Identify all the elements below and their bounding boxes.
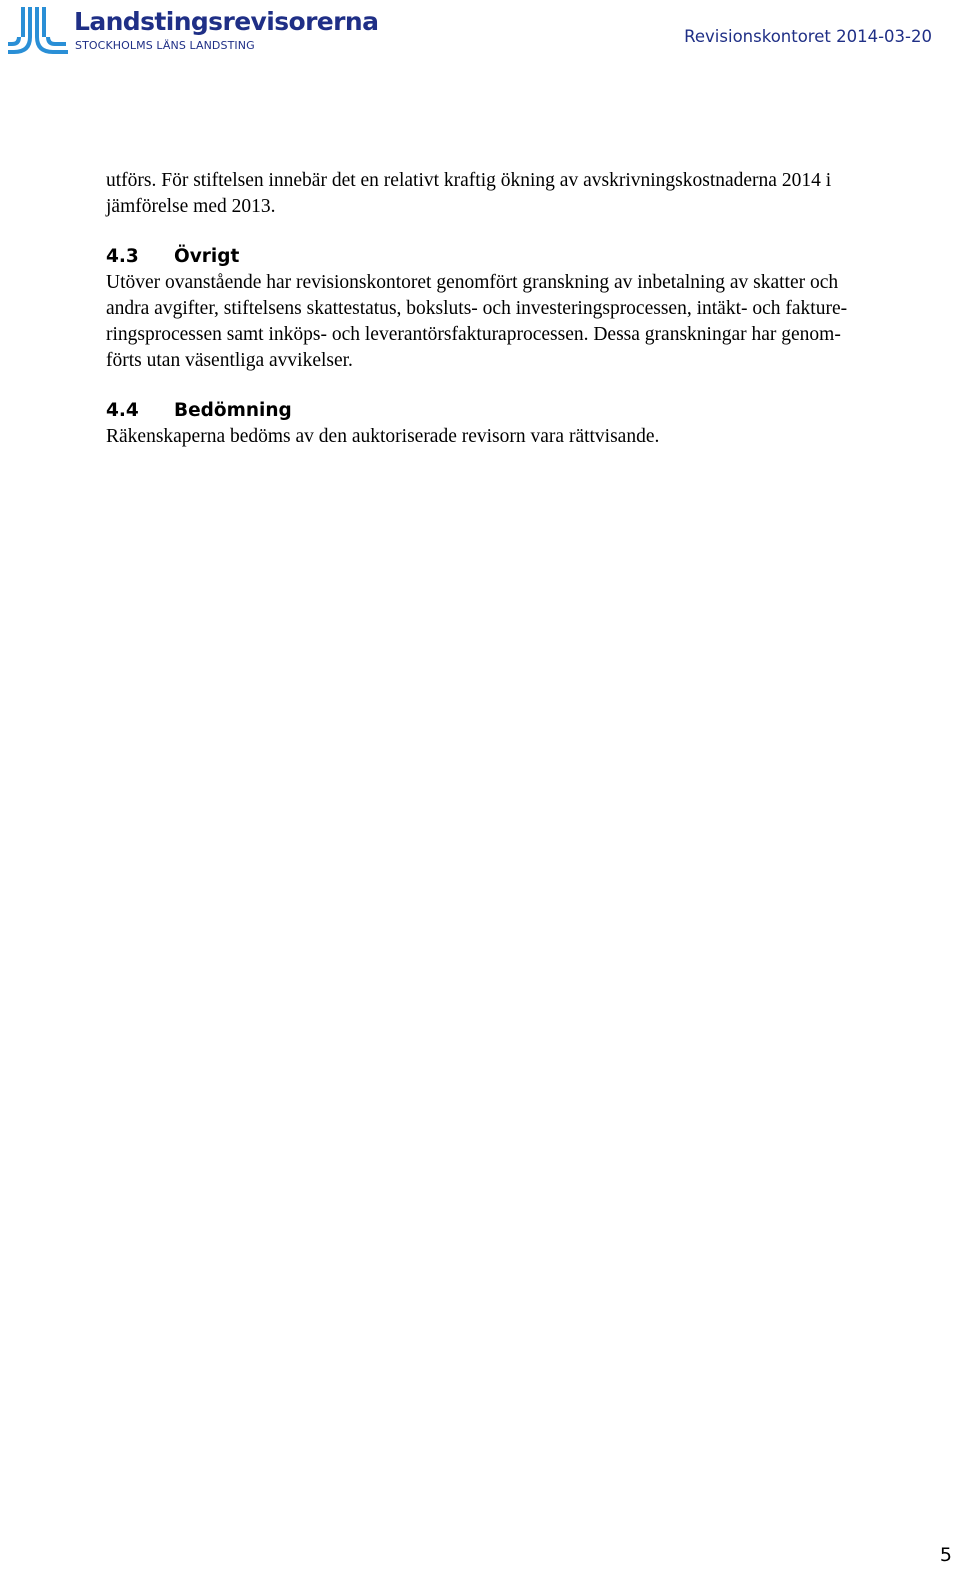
body-text-line: andra avgifter, stiftelsens skattestatus, boksluts- och investeringsprocessen, intäkt- och fakture- — [106, 298, 848, 319]
body-text-line: förts utan väsentliga avvikelser. — [106, 350, 353, 371]
landsting-logo-icon — [8, 6, 68, 54]
logo-subtitle: STOCKHOLMS LÄNS LANDSTING — [75, 39, 255, 52]
body-text-line: ringsprocessen samt inköps- och leverantörsfakturaprocessen. Dessa granskningar har genom- — [106, 324, 841, 345]
body-text-line: Räkenskaperna bedöms av den auktoriserade revisorn vara rättvisande. — [106, 426, 660, 447]
section-heading-4-3 — [106, 244, 946, 270]
section-number: 4.4 — [106, 400, 139, 421]
section-heading-4-4 — [106, 398, 946, 424]
section-title: Bedömning — [174, 400, 292, 421]
body-text-line: utförs. För stiftelsen innebär det en relativt kraftig ökning av avskrivningskostnaderna 2014 i — [106, 170, 832, 191]
document-body — [106, 168, 946, 450]
page-header — [0, 0, 960, 60]
paragraph-gap — [106, 374, 946, 398]
section-number: 4.3 — [106, 246, 139, 267]
organization-logo — [8, 6, 379, 54]
body-text-line: jämförelse med 2013. — [106, 196, 276, 217]
section-title: Övrigt — [174, 246, 240, 267]
body-text-line: Utöver ovanstående har revisionskontoret genomfört granskning av inbetalning av skatter och — [106, 272, 839, 293]
logo-name: Landstingsrevisorerna — [74, 7, 379, 36]
office-date: Revisionskontoret 2014-03-20 — [684, 27, 932, 46]
page-number: 5 — [939, 1544, 952, 1566]
paragraph-gap — [106, 220, 946, 244]
